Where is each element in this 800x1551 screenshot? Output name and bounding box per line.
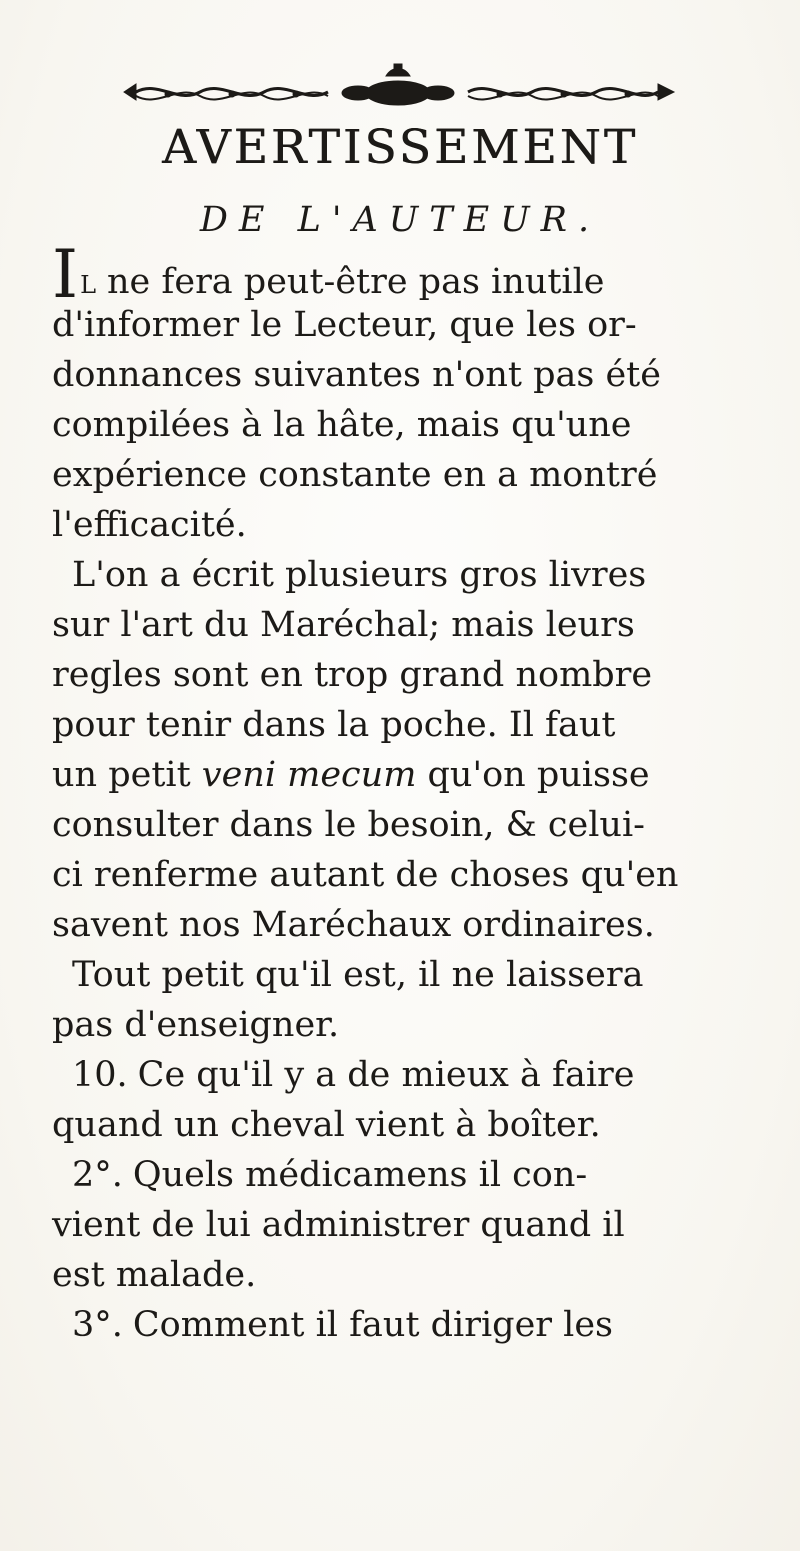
list-number: 2°. [72, 1155, 123, 1195]
page-title: AVERTISSEMENT [161, 120, 639, 175]
page-subtitle: DE L'AUTEUR. [199, 200, 601, 240]
text-line: est malade. [52, 1255, 257, 1295]
fleuron-band-icon [118, 62, 678, 112]
text-line: quand un cheval vient à boîter. [52, 1105, 601, 1145]
text-line: IL ne fera peut-être pas inutile [52, 236, 605, 313]
text-line: consulter dans le besoin, & celui- [52, 805, 645, 845]
text-line: pas d'enseigner. [52, 1005, 340, 1045]
text-line: vient de lui administrer quand il [52, 1205, 625, 1245]
text-line: l'efficacité. [52, 505, 247, 545]
text-line: Tout petit qu'il est, il ne laissera [72, 955, 644, 995]
text-line: savent nos Maréchaux ordinaires. [52, 905, 655, 945]
text-line: d'informer le Lecteur, que les or- [52, 305, 637, 345]
text-line: ci renferme autant de choses qu'en [52, 855, 679, 895]
list-number: 3°. [72, 1305, 123, 1345]
text-line: compilées à la hâte, mais qu'une [52, 405, 632, 445]
list-item: 2°. Quels médicamens il con- [72, 1155, 588, 1195]
small-cap: L [80, 271, 98, 299]
text-line: un petit veni mecum qu'on puisse [52, 755, 650, 795]
list-item: 3°. Comment il faut diriger les [72, 1305, 614, 1345]
text-line: donnances suivantes n'ont pas été [52, 355, 661, 395]
list-number: 10. [72, 1055, 128, 1095]
text-line: L'on a écrit plusieurs gros livres [72, 555, 647, 595]
drop-cap: I [52, 236, 79, 313]
text-line: sur l'art du Maréchal; mais leurs [52, 605, 635, 645]
text-line: expérience constante en a montré [52, 455, 658, 495]
text-line: pour tenir dans la poche. Il faut [52, 705, 616, 745]
italic-phrase: veni mecum [201, 755, 417, 795]
list-item: 10. Ce qu'il y a de mieux à faire [72, 1055, 635, 1095]
text-line: regles sont en trop grand nombre [52, 655, 653, 695]
